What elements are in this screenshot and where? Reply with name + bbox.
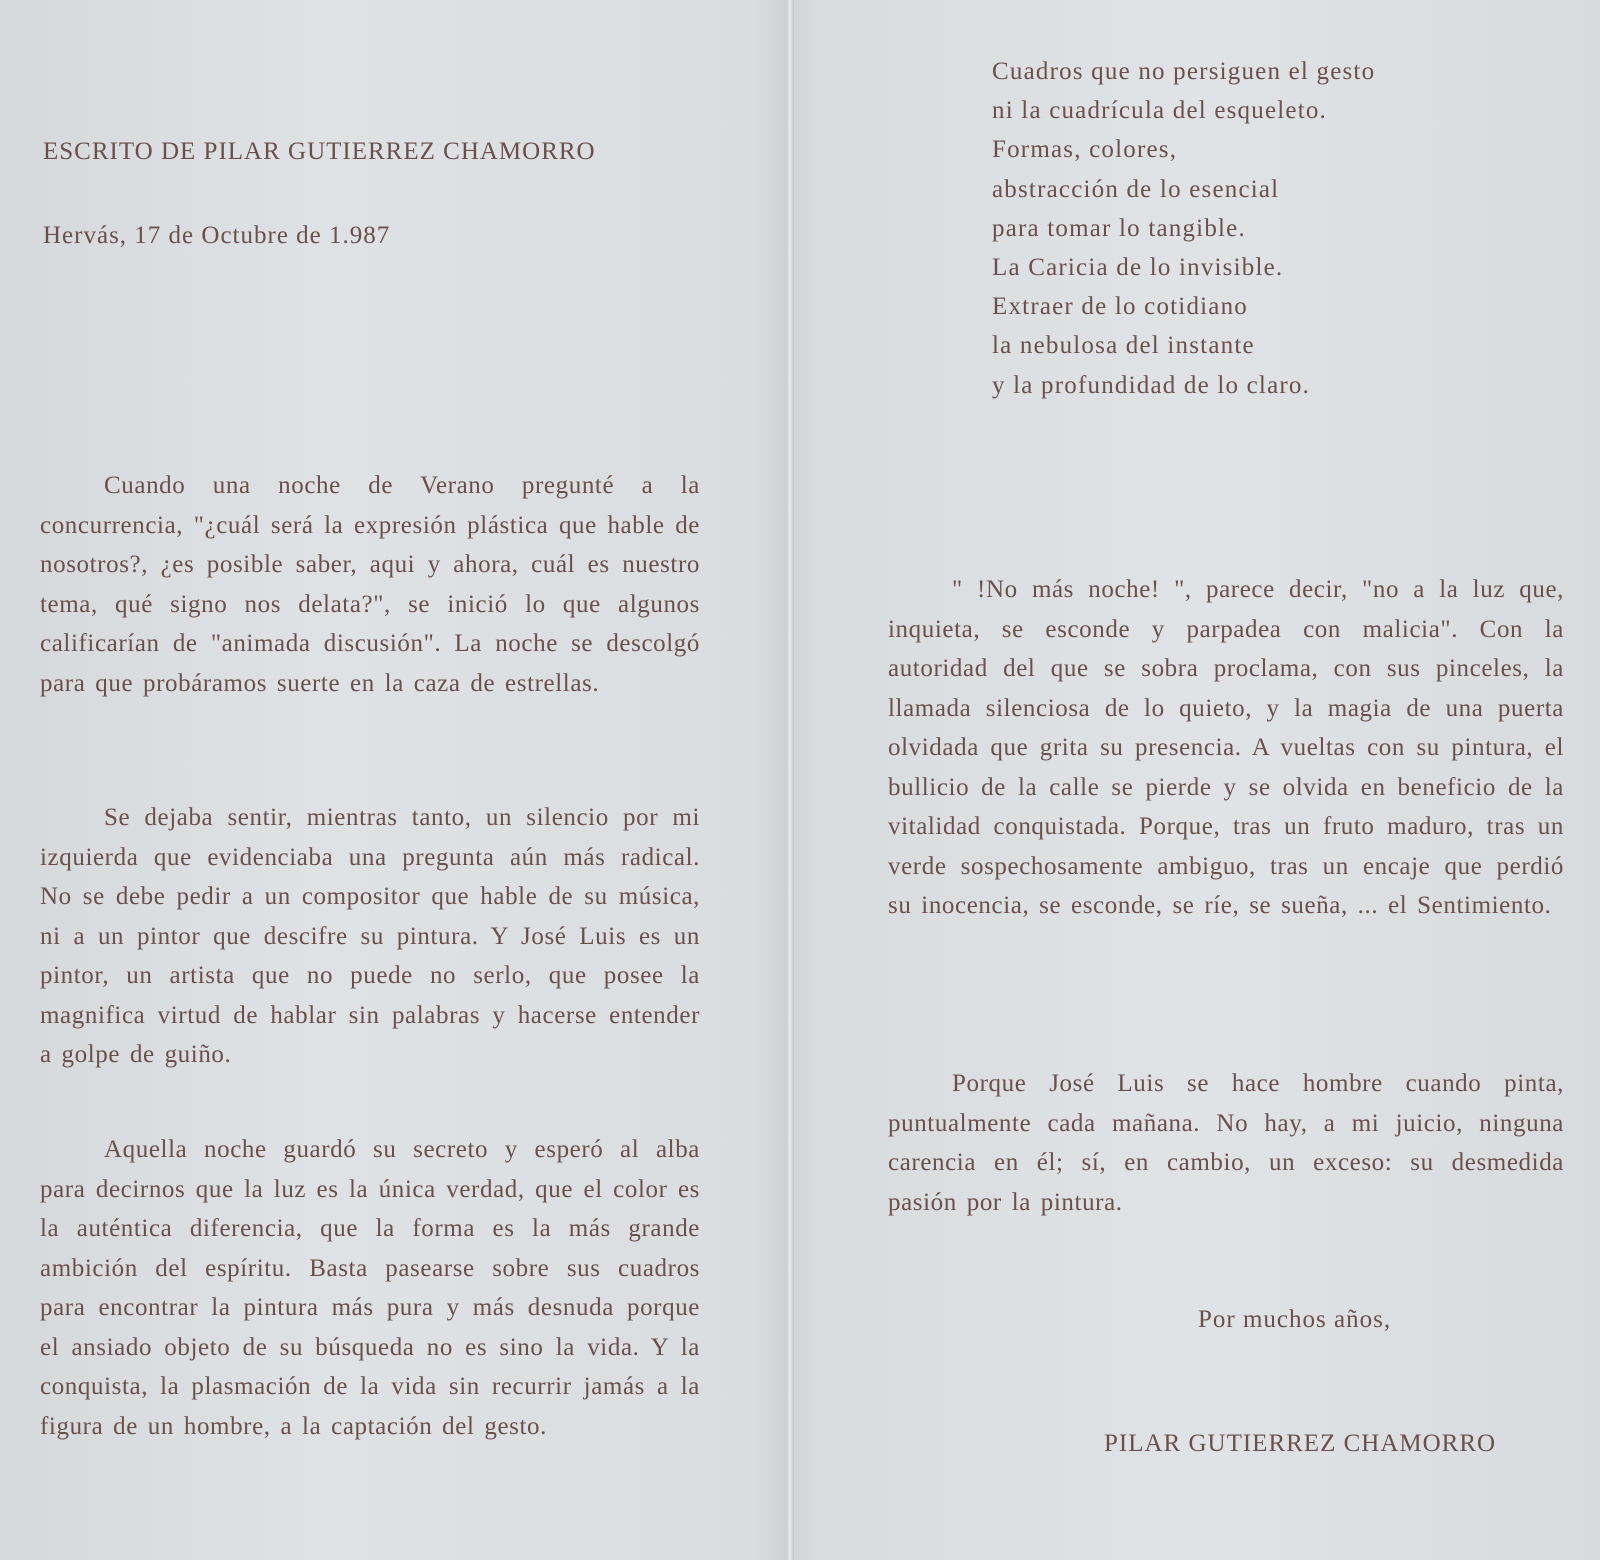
page-fold — [786, 0, 794, 1560]
poem-line: Formas, colores, — [992, 136, 1178, 164]
poem-line: Extraer de lo cotidiano — [992, 293, 1248, 321]
poem-line: ni la cuadrícula del esqueleto. — [992, 97, 1327, 125]
poem-line: para tomar lo tangible. — [992, 214, 1246, 242]
left-paragraph-3: Aquella noche guardó su secreto y esperó al alba para decirnos que la luz es la única verdad, que el color es la auténtica diferencia, que la forma es la más grande ambición del espíritu. Basta pasearse sobre sus cuadros para encontrar la pintura más pura y más desnuda porque el ansiado objeto de su búsqueda no es sino la vida. Y la conquista, la plasmación de la vida sin recurrir jamás a la figura de un hombre, a la captación del gesto. — [40, 1136, 700, 1440]
right-paragraph-2: Porque José Luis se hace hombre cuando pinta, puntualmente cada mañana. No hay, a mi juicio, ninguna carencia en él; sí, en cambio, un exceso: su desmedida pasión por la pintura. — [888, 1070, 1564, 1216]
poem-line: Cuadros que no persiguen el gesto — [992, 58, 1376, 85]
poem-line: la nebulosa del instante — [992, 332, 1255, 360]
left-paragraph-1: Cuando una noche de Verano pregunté a la concurrencia, "¿cuál será la expresión plástica que hable de nosotros?, ¿es posible saber, aqui y ahora, cuál es nuestro tema, qué signo nos delata?", se inició lo que algunos calificarían de "animada discusión". La noche se descolgó para que probáramos suerte en la caza de estrellas. — [40, 472, 700, 697]
closing-line: Por muchos años, — [1198, 1306, 1392, 1333]
document-title: ESCRITO DE PILAR GUTIERREZ CHAMORRO — [43, 138, 596, 165]
poem-line: y la profundidad de lo claro. — [992, 371, 1311, 399]
right-page — [888, 0, 1564, 1560]
poem-line: abstracción de lo esencial — [992, 175, 1280, 203]
poem — [992, 52, 1375, 405]
left-page — [40, 0, 700, 1560]
document-date: Hervás, 17 de Octubre de 1.987 — [43, 222, 391, 249]
signature-name: PILAR GUTIERREZ CHAMORRO — [1104, 1430, 1497, 1457]
left-paragraph-2: Se dejaba sentir, mientras tanto, un silencio por mi izquierda que evidenciaba una pregunta aún más radical. No se debe pedir a un compositor que hable de su música, ni a un pintor que descifre su pintura. Y José Luis es un pintor, un artista que no puede no serlo, que posee la magnifica virtud de hablar sin palabras y hacerse entender a golpe de guiño. — [40, 804, 700, 1068]
poem-line: La Caricia de lo invisible. — [992, 254, 1284, 282]
right-paragraph-1: " !No más noche! ", parece decir, "no a la luz que, inquieta, se esconde y parpadea con malicia". Con la autoridad del que se sobra proclama, con sus pinceles, la llamada silenciosa de lo quieto, y la magia de una puerta olvidada que grita su presencia. A vueltas con su pintura, el bullicio de la calle se pierde y se olvida en beneficio de la vitalidad conquistada. Porque, tras un fruto maduro, tras un verde sospechosamente ambiguo, tras un encaje que perdió su inocencia, se esconde, se ríe, se sueña, ... el Sentimiento. — [888, 576, 1564, 919]
